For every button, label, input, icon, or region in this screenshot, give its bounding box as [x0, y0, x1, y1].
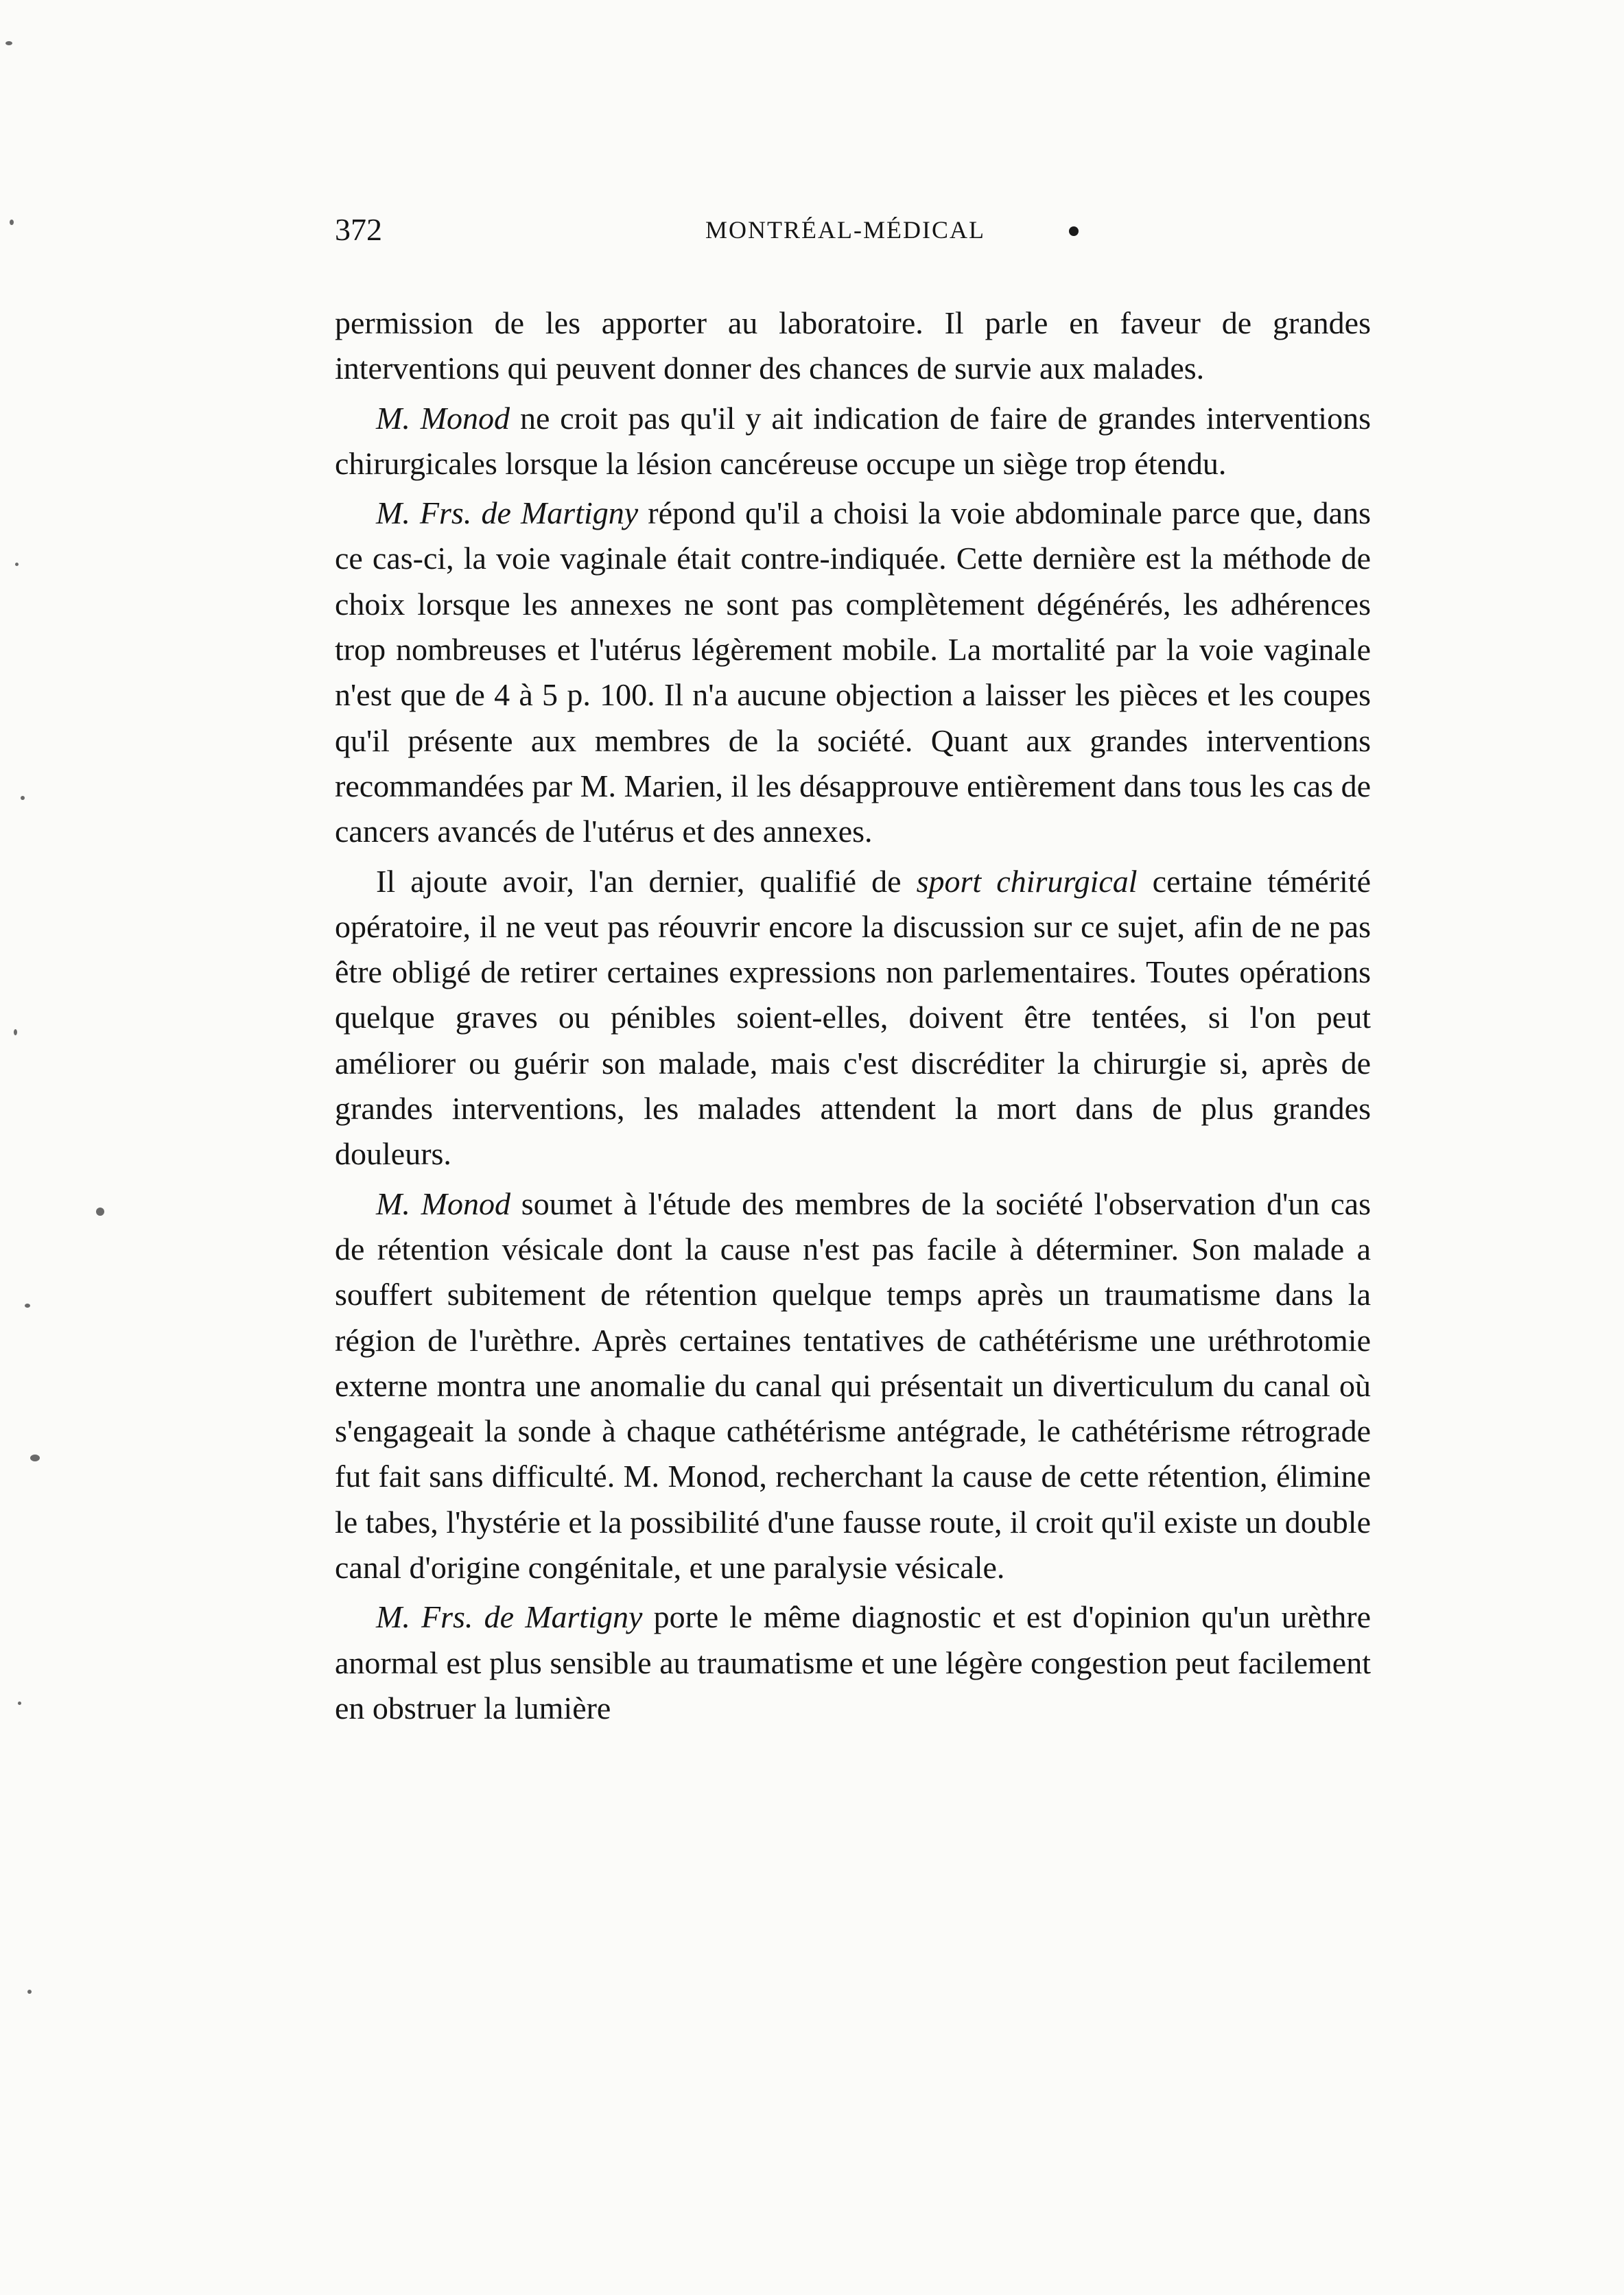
scan-artifact-speck — [96, 1208, 104, 1216]
speaker-name: M. Monod — [376, 1186, 510, 1221]
emphasized-term: sport chirurgical — [916, 863, 1138, 899]
paragraph-text: soumet à l'étude des membres de la société l'observation d'un cas de rétention vésicale dont la cause n'est pas facile à déterminer. Son malade a souffert subitement de rétention quelque temps après un traumatisme dans la région de l'urèthre. Après certaines tentatives de cathétérisme une uréthrotomie externe montra une anomalie du canal qui présentait un diverticulum du canal où s'engageait la sonde à chaque cathétérisme antégrade, le cathétérisme rétrograde fut fait sans difficulté. M. Monod, recherchant la cause de cette rétention, élimine le tabes, l'hystérie et la possibilité d'une fausse route, il croit qu'il existe un double canal d'origine congénitale, et une paralysie vésicale. — [335, 1186, 1371, 1586]
paragraph-1 — [335, 301, 1371, 392]
scan-artifact-speck — [21, 796, 25, 800]
speaker-name: M. Frs. de Martigny — [376, 1599, 643, 1635]
paragraph-5 — [335, 1181, 1371, 1591]
paragraph-text: répond qu'il a choisi la voie abdominale parce que, dans ce cas-ci, la voie vaginale était contre-indiquée. Cette dernière est la méthode de choix lorsque les annexes ne sont pas complètement dégénérés, les adhérences trop nombreuses et l'utérus légèrement mobile. La mortalité par la voie vaginale n'est que de 4 à 5 p. 100. Il n'a aucune objection a laisser les pièces et les coupes qu'il présente aux membres de la société. Quant aux grandes interventions recommandées par M. Marien, il les désapprouve entièrement dans tous les cas de cancers avancés de l'utérus et des annexes. — [335, 495, 1372, 849]
paragraph-4 — [335, 859, 1371, 1177]
paragraph-text: permission de les apporter au laboratoire. Il parle en faveur de grandes interventions qui peuvent donner des chances de survie aux malades. — [335, 305, 1371, 386]
article-body — [335, 301, 1371, 1735]
page — [335, 192, 1371, 2250]
paragraph-text: ne croit pas qu'il y ait indication de faire de grandes interventions chirurgicales lorsque la lésion cancéreuse occupe un siège trop étendu. — [335, 400, 1371, 481]
paragraph-text: Il ajoute avoir, l'an dernier, qualifié de — [376, 863, 917, 899]
scan-artifact-speck — [27, 1990, 32, 1994]
running-head: MONTRÉAL-MÉDICAL — [705, 216, 985, 244]
scan-artifact-speck — [15, 563, 19, 566]
scan-artifact-speck — [5, 41, 12, 45]
speaker-name: M. Monod — [376, 400, 510, 436]
paragraph-text: porte le même diagnostic et est d'opinion qu'un urèthre anormal est plus sensible au traumatisme et une légère congestion peut facilement en obstruer la lumière — [335, 1599, 1371, 1726]
paragraph-2 — [335, 396, 1371, 487]
page-number: 372 — [335, 212, 382, 247]
header-ornament-dot — [1069, 226, 1079, 236]
scan-artifact-speck — [10, 220, 14, 225]
page-header — [335, 192, 1371, 247]
scan-artifact-speck — [18, 1702, 21, 1705]
scan-artifact-speck — [25, 1304, 30, 1308]
paragraph-3 — [335, 491, 1371, 854]
speaker-name: M. Frs. de Martigny — [376, 495, 639, 531]
scan-artifact-speck — [30, 1455, 40, 1461]
scan-artifact-speck — [14, 1029, 17, 1035]
paragraph-6 — [335, 1594, 1371, 1731]
paragraph-text: certaine témérité opératoire, il ne veut pas réouvrir encore la discussion sur ce sujet, afin de ne pas être obligé de retirer certaines expressions non parlementaires. Toutes opérations quelque graves ou pénibles soient-elles, doivent être tentées, si l'on peut améliorer ou guérir son malade, mais c'est discréditer la chirurgie si, après de grandes interventions, les malades attendent la mort dans de plus grandes douleurs. — [335, 863, 1371, 1172]
